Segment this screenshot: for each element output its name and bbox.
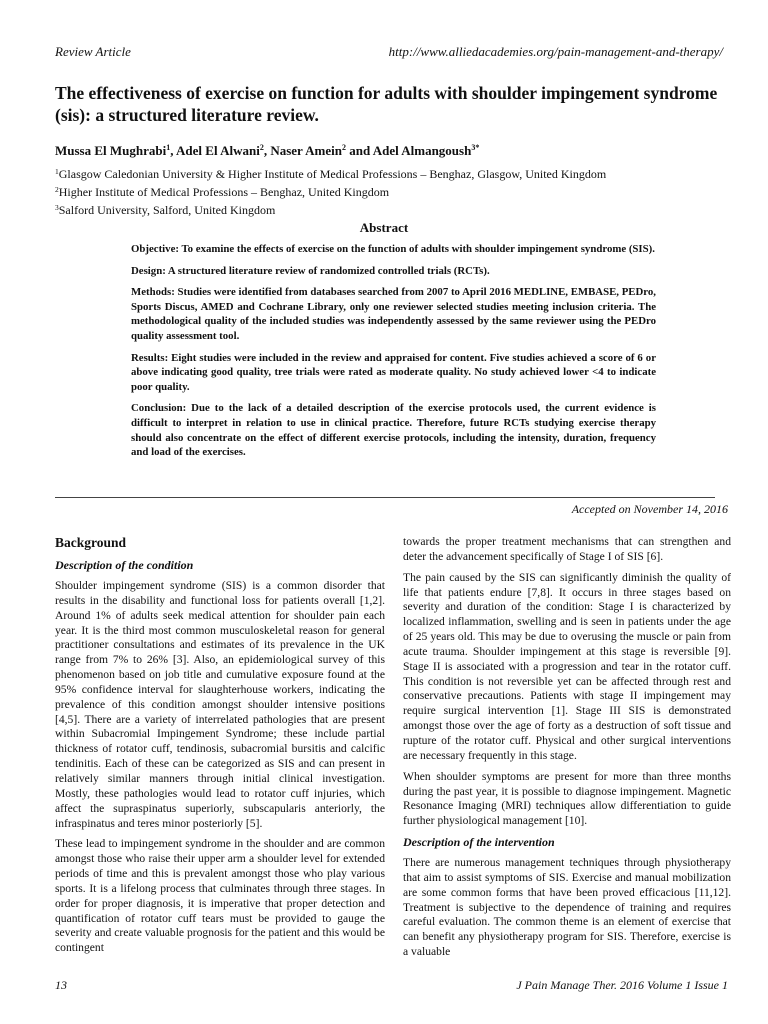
affiliation-text: Glasgow Caledonian University & Higher Institute of Medical Professions – Benghaz, Glasgow, United Kingdom [58, 167, 607, 181]
background-heading: Background [55, 535, 127, 550]
right-column [403, 535, 731, 966]
running-header [55, 44, 723, 62]
author-name: Mussa El Mughrabi [55, 143, 167, 158]
abstract-results: Results: Eight studies were included in the review and appraised for content. Five studies achieved a score of 6 or above indicating good quality, tree trials were rated as moderate quality. No study achieved lower <4 to indicate poor quality. [131, 351, 656, 393]
body-paragraph: Shoulder impingement syndrome (SIS) is a common disorder that results in the disability and functional loss for patients overall [1,2]. Around 1% of adults seek medical attention for shoulder pain each year. It is the third most common musculoskeletal reason for general practitioner consultations and estimates of its prevalence in the UK range from 7% to 26% [3]. Also, an epidemiological survey of this phenomenon based on job title and cumulative exposure found at the 95% confidence interval for slaughterhouse workers, indicating the prevalence of this condition amongst shoulder intensive positions [4,5]. There are a variety of interrelated pathologies that are present within Subacromial Impingement Syndrome; these include partial thickness of rotator cuff, tendinosis, subacromial bursitis and calcific tendinitis. Each of these can be categorized as SIS and can present in relatively similar manners through initial clinical investigation. Mostly, these pathologies would lead to rotator cuff injuries, which affect the supraspinatus superiorly, subscapularis anteriorly, the infraspinatus and teres minor posteriorly [5]. [55, 579, 385, 830]
affiliation-text: Salford University, Salford, United Kingdom [58, 203, 276, 217]
running-footer [55, 978, 728, 994]
abstract-methods: Methods: Studies were identified from databases searched from 2007 to April 2016 MEDLINE, EMBASE, PEDro, Sports Discus, AMED and Cochrane Library, only one reviewer selected studies meeting inclusion criteria. The methodological quality of the included studies was independently assessed by the same reviewer using the PEDro quality assessment tool. [131, 286, 656, 342]
author-name: Adel El Alwani [176, 143, 260, 158]
author-name: Adel Almangoush [372, 143, 472, 158]
page-number: 13 [55, 978, 67, 992]
abstract-design: Design: A structured literature review of randomized controlled trials (RCTs). [131, 264, 490, 277]
abstract-body [131, 242, 656, 467]
accepted-date: Accepted on November 14, 2016 [571, 502, 728, 516]
affiliation [55, 182, 728, 200]
affiliation-mark: 1 [55, 167, 59, 176]
body-paragraph: The pain caused by the SIS can significantly diminish the quality of life that patients endure [7,8]. It occurs in three stages based on severity and duration of the condition: Stage I is characterized by localized inflammation, swelling and is seen in patients under the age of 25 years old. This may be due to overusing the muscle or pain from acute trauma. Shoulder impingement at this stage is reversible [9]. Stage II is associated with a progression and tear in the rotator cuff. This condition is not reversible yet can be affected through rest and conservative precautions. Patients with stage II impingement may require surgical intervention [1]. Stage III SIS is demonstrated amongst those over the age of forty as a destruction of soft tissue and rupture of the rotator cuff. Physical and other surgical interventions are necessary frequently in this stage. [403, 570, 731, 762]
affiliation-list [55, 164, 728, 218]
author-affiliation-mark: 3* [471, 143, 480, 152]
journal-url-link[interactable]: http://www.alliedacademies.org/pain-management-and-therapy/ [388, 44, 723, 59]
abstract-heading: Abstract [359, 220, 409, 235]
affiliation [55, 164, 728, 182]
author-affiliation-mark: 2 [341, 143, 346, 152]
affiliation-mark: 3 [55, 203, 59, 212]
article-type: Review Article [55, 44, 131, 59]
left-column [55, 535, 385, 962]
affiliation-text: Higher Institute of Medical Professions – Benghaz, United Kingdom [58, 185, 390, 199]
intervention-subheading: Description of the intervention [403, 835, 555, 850]
section-divider [55, 497, 715, 498]
affiliation [55, 200, 728, 218]
journal-citation: J Pain Manage Ther. 2016 Volume 1 Issue 1 [516, 978, 728, 992]
body-paragraph: There are numerous management techniques through physiotherapy that aim to assist symptoms of SIS. Exercise and manual mobilization are some common forms that have been proved efficacious [11,12]. Treatment is subjective to the dependence of training and requires careful evaluation. The common theme is an element of exercise that can benefit any physiotherapy program for SIS. Therefore, exercise is a valuable [403, 856, 731, 959]
author-name: Naser Amein [270, 143, 342, 158]
abstract-conclusion: Conclusion: Due to the lack of a detailed description of the exercise protocols used, the current evidence is difficult to interpret in relation to use in clinical practice. Therefore, future RCTs studying exercise therapy should also concentrate on the effect of different exercise protocols, including the intensity, duration, frequency and load of the exercises. [131, 402, 656, 459]
abstract-objective: Objective: To examine the effects of exercise on the function of adults with shoulder impingement syndrome (SIS). [131, 243, 655, 255]
author-list: Mussa El Mughrabi$^1$, Adel El Alwani$^2$, Naser Amein$^2$ and Adel Almangoush$^{3*}$ [55, 143, 480, 158]
body-paragraph: These lead to impingement syndrome in the shoulder and are common amongst those who raise their upper arm a shoulder level for extended periods of time and this is prevalent amongst those who play various sports. It is a lifelong process that culminates through three stages. In order for proper diagnosis, it is imperative that proper detection and quantification of rotator cuff tears must be provided to gauge the severity and create valuable prognosis for the patient and this would be contingent [55, 837, 385, 955]
body-paragraph: towards the proper treatment mechanisms that can strengthen and deter the advancement specifically of Stage I of SIS [6]. [403, 535, 731, 563]
affiliation-mark: 2 [55, 185, 59, 194]
author-affiliation-mark: 2 [259, 143, 264, 152]
condition-subheading: Description of the condition [55, 558, 194, 572]
article-title: The effectiveness of exercise on function for adults with shoulder impingement syndrome (sis): a structured literature review. [55, 83, 718, 125]
body-paragraph: When shoulder symptoms are present for more than three months during the past year, it is possible to diagnose impingement. Magnetic Resonance Imaging (MRI) techniques allow differentiation to guide further physiological management [10]. [403, 769, 731, 828]
author-affiliation-mark: 1 [166, 143, 171, 152]
